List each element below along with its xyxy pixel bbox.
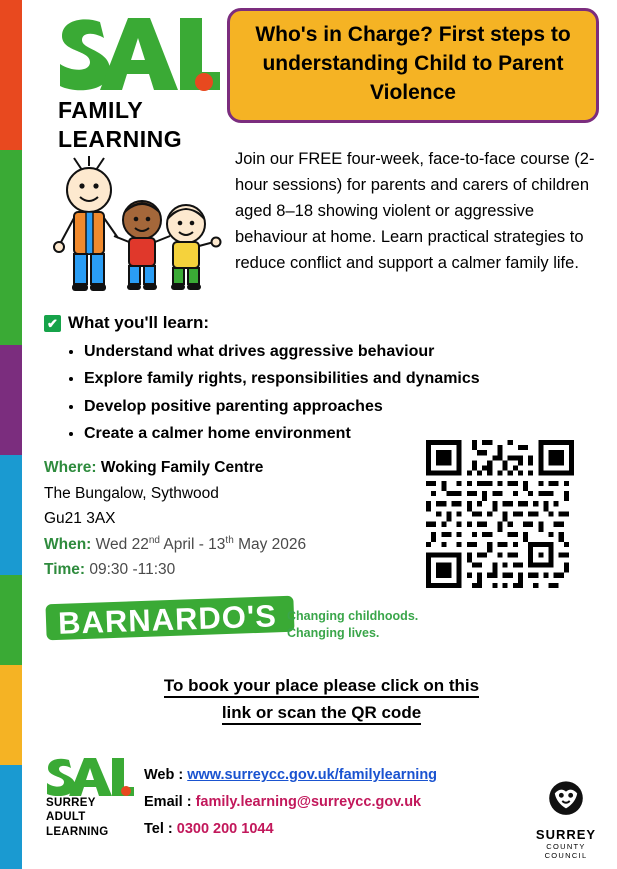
where-value: Woking Family Centre (100, 459, 264, 476)
barnardos-tagline (287, 608, 418, 642)
child-middle (114, 201, 170, 290)
address-line-1: The Bungalow, Sythwood (44, 484, 219, 502)
left-color-bar (0, 0, 22, 869)
footer-logo-line1: SURREY (46, 797, 96, 809)
event-details (44, 456, 434, 584)
list-item: • Create a calmer home environment (84, 422, 480, 446)
sal-logo (54, 14, 224, 96)
color-band-blue (0, 455, 22, 575)
surrey-sub: COUNTY COUNCIL (544, 842, 588, 860)
time-line (44, 558, 434, 582)
check-icon: ✔ (44, 315, 61, 332)
where-label: Where: (44, 459, 97, 476)
email-line (144, 789, 437, 816)
sal-logo-line1: FAMILY (58, 97, 144, 123)
list-item: • Develop positive parenting approaches (84, 395, 480, 419)
contact-details (144, 762, 437, 842)
tel-label: Tel : (144, 820, 173, 837)
email-label: Email : (144, 793, 192, 810)
child-left (54, 156, 118, 291)
intro-paragraph: Join our FREE four-week, face-to-face course (2-hour sessions) for parents and carers of children aged 8–18 showing violent or aggressive behaviour at home. Learn practical strategies to reduce conflict and support a calmer family life. (235, 150, 595, 273)
web-link[interactable]: www.surreycc.gov.uk/familylearning (187, 767, 438, 783)
address-line-2: Gu21 3AX (44, 510, 116, 528)
surrey-adult-learning-logo (44, 756, 136, 796)
surrey-crest-icon (538, 780, 594, 820)
when-value-pre: Wed 22 (95, 535, 149, 553)
footer-logo-line2: ADULT (46, 811, 86, 824)
list-item: • Understand what drives aggressive behaviour (84, 340, 480, 364)
color-band-blue-2 (0, 765, 22, 869)
learn-heading (44, 313, 209, 333)
barnardos-wordmark: BARNARDO'S (57, 598, 278, 641)
list-item: • Explore family rights, responsibilities and dynamics (84, 367, 480, 391)
when-value-end: May 2026 (233, 535, 307, 553)
time-label: Time: (44, 561, 86, 579)
learn-heading-text: What you'll learn: (68, 313, 209, 332)
web-label: Web : (144, 767, 184, 783)
web-line (144, 762, 437, 789)
sal-logo-text (58, 96, 182, 154)
color-band-orange (0, 0, 22, 150)
tel-line (144, 816, 437, 843)
sal-logo-line2: LEARNING (58, 125, 183, 152)
barnardos-tagline-line2: Changing lives. (287, 625, 380, 640)
barnardos-logo (44, 592, 304, 644)
booking-line-2[interactable]: link or scan the QR code (44, 699, 599, 726)
surrey-adult-learning-text (46, 796, 108, 839)
email-link[interactable]: family.learning@surreycc.gov.uk (195, 793, 422, 810)
time-value: 09:30 -11:30 (89, 561, 176, 579)
color-band-green-2 (0, 575, 22, 665)
surrey-county-council-logo (527, 780, 605, 860)
children-illustration (44, 152, 224, 302)
flyer-page (22, 0, 617, 869)
learn-list (62, 340, 480, 449)
when-line (44, 533, 434, 557)
where-line (44, 456, 434, 480)
qr-code[interactable] (426, 440, 574, 588)
color-band-green (0, 150, 22, 345)
when-value-sup2: th (225, 534, 234, 546)
when-value-sup: nd (148, 534, 160, 546)
surrey-name: SURREY (535, 827, 597, 842)
when-label: When: (44, 535, 92, 553)
when-value-post: April - 13 (159, 535, 226, 553)
page-title: Who's in Charge? First steps to understanding Child to Parent Violence (227, 8, 599, 123)
tel-value: 0300 200 1044 (176, 820, 274, 837)
booking-call-to-action[interactable] (44, 672, 599, 726)
booking-line-1[interactable]: To book your place please click on this (44, 672, 599, 699)
footer-logo-line3: LEARNING (46, 825, 109, 838)
barnardos-tagline-line1: Changing childhoods. (287, 609, 419, 623)
color-band-purple (0, 345, 22, 455)
child-right (167, 205, 221, 290)
header (22, 0, 617, 152)
color-band-amber (0, 665, 22, 765)
